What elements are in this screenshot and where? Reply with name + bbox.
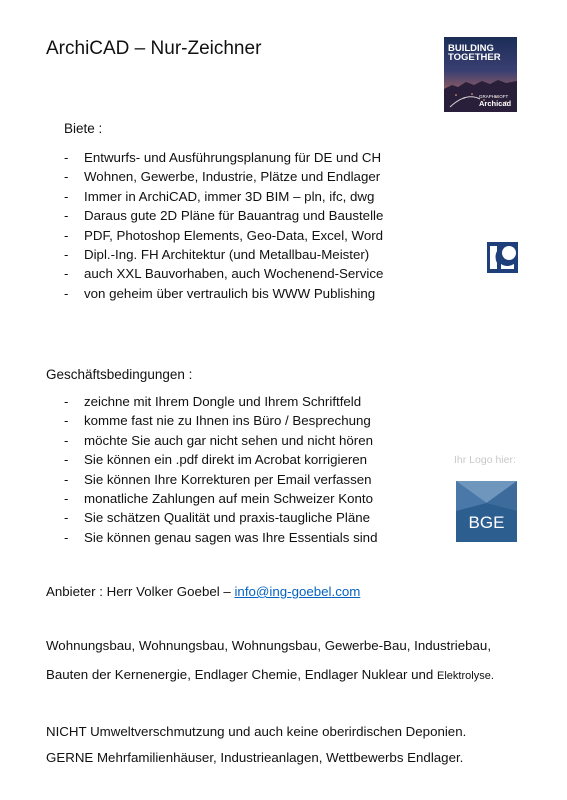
closing-line-1: NICHT Umweltverschmutzung und auch keine oberirdischen Deponien. <box>46 724 467 739</box>
list-item: - monatliche Zahlungen auf mein Schweizer Konto <box>64 489 377 508</box>
logo-line2: TOGETHER <box>448 52 501 63</box>
anbieter-line <box>46 583 360 601</box>
list-item: - Wohnen, Gewerbe, Industrie, Plätze und Endlager <box>64 167 383 186</box>
list-item: - komme fast nie zu Ihnen ins Büro / Besprechung <box>64 411 377 430</box>
page-title: ArchiCAD – Nur-Zeichner <box>46 38 262 59</box>
anbieter-label: Anbieter : Herr Volker Goebel – <box>46 584 235 599</box>
list-item: - Sie können Ihre Korrekturen per Email verfassen <box>64 470 377 489</box>
bge-logo <box>456 481 517 542</box>
list-item: - PDF, Photoshop Elements, Geo-Data, Excel, Word <box>64 226 383 245</box>
bau-line-2-text: Bauten der Kernenergie, Endlager Chemie, Endlager Nuklear und <box>46 667 438 682</box>
list-item: - Dipl.-Ing. FH Architektur (und Metallbau-Meister) <box>64 245 383 264</box>
list-item: - Daraus gute 2D Pläne für Bauantrag und Baustelle <box>64 206 383 225</box>
bge-logo-text: BGE <box>468 513 505 532</box>
biete-list <box>64 148 383 303</box>
list-item: - Sie können ein .pdf direkt im Acrobat korrigieren <box>64 450 377 469</box>
bau-line-2 <box>46 666 494 685</box>
list-item: - Immer in ArchiCAD, immer 3D BIM – pln, ifc, dwg <box>64 187 383 206</box>
list-item: - Sie schätzen Qualität und praxis-taugliche Pläne <box>64 508 377 527</box>
list-item: - auch XXL Bauvorhaben, auch Wochenend-Service <box>64 264 383 283</box>
geschaeft-heading: Geschäftsbedingungen : <box>46 367 193 382</box>
geschaeft-list <box>64 392 377 547</box>
list-item: - Sie können genau sagen was Ihre Essentials sind <box>64 528 377 547</box>
list-item: - von geheim über vertraulich bis WWW Publishing <box>64 284 383 303</box>
bau-line-2-small: Elektrolyse. <box>437 670 494 682</box>
email-link[interactable]: info@ing-goebel.com <box>234 584 361 599</box>
bau-line-1: Wohnungsbau, Wohnungsbau, Wohnungsbau, Gewerbe-Bau, Industriebau, <box>46 638 492 653</box>
list-item: - möchte Sie auch gar nicht sehen und nicht hören <box>64 431 377 450</box>
logo-line1: BUILDING <box>448 43 494 54</box>
list-item: - Entwurfs- und Ausführungsplanung für DE und CH <box>64 148 383 167</box>
logo-product: Archicad <box>479 99 512 108</box>
archicad-logo <box>444 37 517 112</box>
biete-heading: Biete : <box>64 121 103 136</box>
logo-brand: GRAPHISOFT <box>479 94 509 99</box>
list-item: - zeichne mit Ihrem Dongle und Ihrem Schriftfeld <box>64 392 377 411</box>
logo-hint: Ihr Logo hier: <box>454 454 516 466</box>
company-mark-icon <box>487 242 518 273</box>
closing-line-2: GERNE Mehrfamilienhäuser, Industrieanlagen, Wettbewerbs Endlager. <box>46 750 464 765</box>
